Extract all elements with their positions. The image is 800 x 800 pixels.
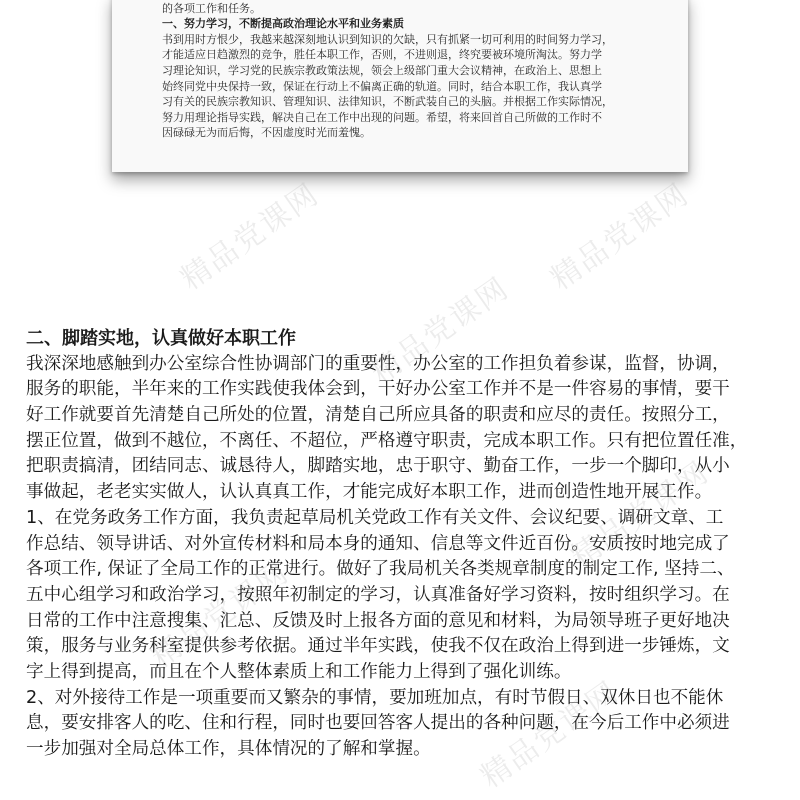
document-preview-card <box>112 0 688 172</box>
article-paragraphs <box>26 352 778 763</box>
document-preview-line: 努力用理论指导实践，解决自己在工作中出现的问题。希望，将来回首自己所做的工作时不 <box>162 110 602 124</box>
document-preview-line: 习理论知识，学习党的民族宗教政策法规，领会上级部门重大会议精神，在政治上、思想上 <box>162 63 602 77</box>
document-preview-heading: 一、努力学习，不断提高政治理论水平和业务素质 <box>162 17 404 31</box>
watermark: 精品党课网 <box>474 674 626 796</box>
document-preview-line: 的各项工作和任务。 <box>162 1 261 15</box>
paragraph-line: 服务的职能，半年来的工作实践使我体会到，干好办公室工作并不是一件容易的事情，要干 <box>26 379 730 400</box>
paragraph-line: 2、对外接待工作是一项重要而又繁杂的事情，要加班加点，有时节假日、双休日也不能休 <box>26 687 724 708</box>
paragraph-line: 息，要安排客人的吃、住和行程，同时也要回答客人提出的各种问题，在今后工作中必须进 <box>26 713 730 734</box>
document-preview-line: 才能适应日趋激烈的竞争，胜任本职工作，否则，不进则退，终究要被环境所淘汰。努力学 <box>162 48 602 62</box>
paragraph-line: 事做起，老老实实做人，认认真真工作，才能完成好本职工作，进而创造性地开展工作。 <box>26 482 713 503</box>
document-preview-line: 书到用时方恨少，我越来越深刻地认识到知识的欠缺，只有抓紧一切可利用的时间努力学习， <box>162 32 613 46</box>
watermark: 精品党课网 <box>364 270 516 392</box>
paragraph-line: 字上得到提高，而且在个人整体素质上和工作能力上得到了强化训练。 <box>26 661 572 682</box>
paragraph-line: 各项工作, 保证了全局工作的正常进行。做好了我局机关各类规章制度的制定工作, 坚持二、 <box>26 559 735 580</box>
document-preview-line: 习有关的民族宗教知识、管理知识、法律知识，不断武装自己的头脑。并根据工作实际情况， <box>162 95 613 109</box>
watermark: 精品党课网 <box>174 176 326 298</box>
paragraph-line: 好工作就要首先清楚自己所处的位置，清楚自己所应具备的职责和应尽的责任。按照分工， <box>26 405 730 426</box>
paragraph-line: 摆正位置，做到不越位，不离任、不超位，严格遵守职责，完成本职工作。只有把位置任准， <box>26 430 748 451</box>
watermark: 精品党课网 <box>144 554 296 676</box>
paragraph-line: 作总结、领导讲话、对外宣传材料和局本身的通知、信息等文件近百份。安质按时地完成了 <box>26 533 730 554</box>
watermark: 精品党课网 <box>564 454 716 576</box>
watermark: 精品党课网 <box>544 176 696 298</box>
paragraph-line: 1、在党务政务工作方面，我负责起草局机关党政工作有关文件、会议纪要、调研文章、工 <box>26 507 724 528</box>
paragraph-line: 五中心组学习和政治学习，按照年初制定的学习，认真准备好学习资料，按时组织学习。在 <box>26 584 730 605</box>
document-preview-text <box>162 0 662 141</box>
paragraph-line: 把职责搞清，团结同志、诚恳待人，脚踏实地，忠于职守、勤奋工作，一步一个脚印，从小 <box>26 456 730 477</box>
document-preview-line: 因碌碌无为而后悔，不因虚度时光而羞愧。 <box>162 126 371 140</box>
paragraph-line: 我深深地感触到办公室综合性协调部门的重要性，办公室的工作担负着参谋，监督，协调， <box>26 353 730 374</box>
paragraph-line: 策，服务与业务科室提供参考依据。通过半年实践，使我不仅在政治上得到进一步锤炼，文 <box>26 636 730 657</box>
paragraph-line: 日常的工作中注意搜集、汇总、反馈及时上报各方面的意见和材料，为局领导班子更好地决 <box>26 610 730 631</box>
article-body <box>26 326 778 763</box>
document-preview-line: 始终同党中央保持一致，保证在行动上不偏离正确的轨道。同时，结合本职工作，我认真学 <box>162 79 602 93</box>
paragraph-line: 一步加强对全局总体工作，具体情况的了解和掌握。 <box>26 739 431 759</box>
section-title: 二、脚踏实地，认真做好本职工作 <box>26 328 296 349</box>
